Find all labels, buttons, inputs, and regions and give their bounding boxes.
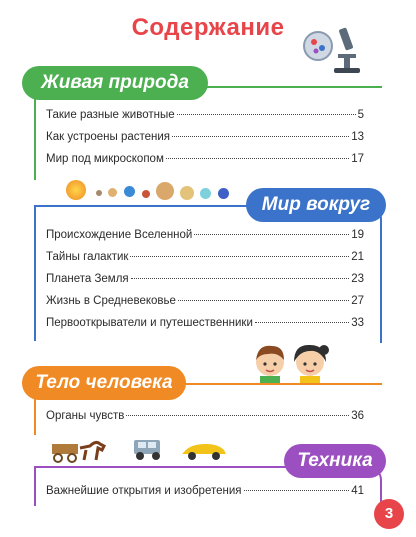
toc-item-title: Происхождение Вселенной xyxy=(46,229,193,241)
leader-dots xyxy=(178,300,349,301)
toc-item[interactable] xyxy=(46,480,364,502)
page-number: 3 xyxy=(374,499,404,529)
toc-item[interactable] xyxy=(46,290,364,312)
toc-item[interactable] xyxy=(46,405,364,427)
section-rail-tech-top xyxy=(34,466,294,468)
section-list-tech xyxy=(46,480,364,502)
toc-item-title: Тайны галактик xyxy=(46,251,129,263)
section-heading-world: Мир вокруг xyxy=(246,188,386,222)
toc-item-title: Как устроены растения xyxy=(46,131,171,143)
page-title: Содержание xyxy=(131,14,285,41)
toc-item-title: Первооткрыватели и путешественники xyxy=(46,317,253,329)
toc-item-title: Планета Земля xyxy=(46,273,129,285)
toc-item[interactable] xyxy=(46,224,364,246)
section-rail-nature-top xyxy=(200,86,380,88)
leader-dots xyxy=(194,234,349,235)
toc-item[interactable] xyxy=(46,268,364,290)
leader-dots xyxy=(131,278,350,279)
section-heading-body: Тело человека xyxy=(22,366,186,400)
section-rail-tech-left xyxy=(34,466,36,506)
leader-dots xyxy=(126,415,349,416)
toc-item[interactable] xyxy=(46,312,364,334)
section-rail-world-left xyxy=(34,205,36,341)
section-list-world xyxy=(46,224,364,334)
leader-dots xyxy=(166,158,349,159)
toc-item-title: Такие разные животные xyxy=(46,109,175,121)
toc-item-title: Жизнь в Средневековье xyxy=(46,295,176,307)
leader-dots xyxy=(177,114,356,115)
section-rail-world-top xyxy=(34,205,254,207)
leader-dots xyxy=(255,322,349,323)
toc-item[interactable] xyxy=(46,246,364,268)
toc-item-title: Мир под микроскопом xyxy=(46,153,164,165)
toc-item-page: 21 xyxy=(351,251,364,263)
section-heading-nature: Живая природа xyxy=(22,66,208,100)
leader-dots xyxy=(130,256,349,257)
toc-item[interactable] xyxy=(46,126,364,148)
toc-item-page: 23 xyxy=(351,273,364,285)
section-list-nature xyxy=(46,104,364,170)
section-heading-tech: Техника xyxy=(284,444,386,478)
toc-item-page: 27 xyxy=(351,295,364,307)
toc-item[interactable] xyxy=(46,104,364,126)
vehicles-icon xyxy=(50,434,240,464)
toc-item-page: 41 xyxy=(351,485,364,497)
children-icon xyxy=(248,340,332,384)
toc-item-page: 17 xyxy=(351,153,364,165)
toc-item-page: 19 xyxy=(351,229,364,241)
toc-item-page: 36 xyxy=(351,410,364,422)
toc-item[interactable] xyxy=(46,148,364,170)
leader-dots xyxy=(244,490,350,491)
toc-item-page: 33 xyxy=(351,317,364,329)
toc-item-page: 5 xyxy=(357,109,364,121)
toc-item-title: Органы чувств xyxy=(46,410,125,422)
toc-item-title: Важнейшие открытия и изобретения xyxy=(46,485,242,497)
microscope-icon xyxy=(300,24,364,80)
leader-dots xyxy=(172,136,349,137)
section-list-body xyxy=(46,405,364,427)
toc-item-page: 13 xyxy=(351,131,364,143)
